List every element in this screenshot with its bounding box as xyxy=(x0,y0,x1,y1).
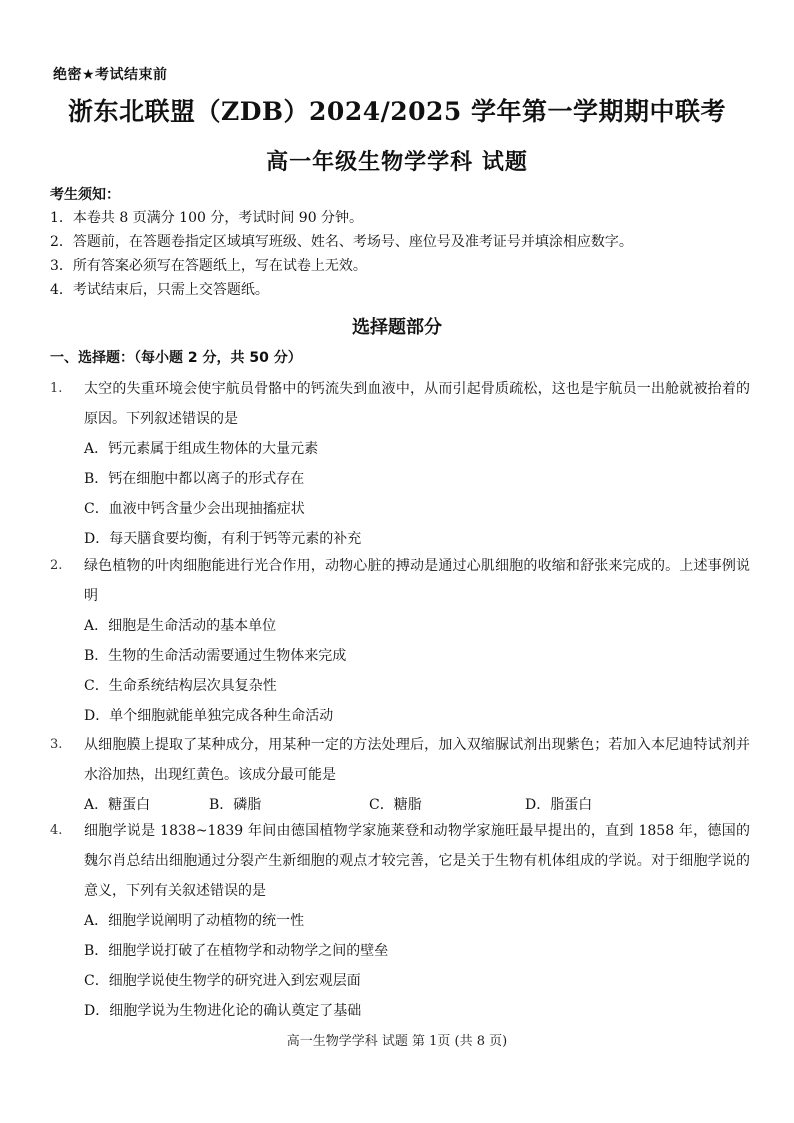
option-b: B．磷脂 xyxy=(209,797,262,813)
option-c: C．细胞学说使生物学的研究进入到宏观层面 xyxy=(84,973,361,989)
option-c: C．糖脂 xyxy=(369,797,422,813)
question-1 xyxy=(50,374,750,554)
option-d: D．每天膳食要均衡，有利于钙等元素的补充 xyxy=(84,531,362,547)
exam-subtitle: 高一年级生物学学科 试题 xyxy=(266,149,528,175)
question-stem: 细胞学说是 1838~1839 年间由德国植物学家施莱登和动物学家施旺最早提出的，直到 1858 年，德国的魏尔肖总结出细胞通过分裂产生新细胞的观点才较完善，它是关于生物有机体组成的学说。对于细胞学说的意义，下列有关叙述错误的是 xyxy=(84,823,750,899)
option-c: C．血液中钙含量少会出现抽搐症状 xyxy=(84,501,305,517)
option-b: B．钙在细胞中都以离子的形式存在 xyxy=(84,471,305,487)
section-title: 选择题部分 xyxy=(352,317,442,338)
question-4 xyxy=(50,816,750,1026)
option-b: B．生物的生命活动需要通过生物体来完成 xyxy=(84,648,347,664)
option-a: A．细胞是生命活动的基本单位 xyxy=(84,618,277,634)
question-number: 3. xyxy=(50,737,63,752)
question-stem: 绿色植物的叶肉细胞能进行光合作用，动物心脏的搏动是通过心肌细胞的收缩和舒张来完成的。上述事例说明 xyxy=(84,558,750,604)
option-a: A．钙元素属于组成生物体的大量元素 xyxy=(84,441,319,457)
option-a: A．糖蛋白 xyxy=(84,797,151,813)
question-2 xyxy=(50,551,750,731)
notice-item: 4．考试结束后，只需上交答题纸。 xyxy=(50,282,269,298)
notice-item: 3．所有答案必须写在答题纸上，写在试卷上无效。 xyxy=(50,258,367,274)
question-number: 2. xyxy=(50,558,63,573)
page-footer: 高一生物学学科 试题 第 1页 (共 8 页) xyxy=(286,1034,508,1049)
question-3 xyxy=(50,730,750,820)
option-c: C．生命系统结构层次具复杂性 xyxy=(84,678,277,694)
question-stem: 从细胞膜上提取了某种成分，用某种一定的方法处理后，加入双缩脲试剂出现紫色；若加入本尼迪特试剂并水浴加热，出现红黄色。该成分最可能是 xyxy=(84,737,750,783)
exam-title: 浙东北联盟（ZDB）2024/2025 学年第一学期期中联考 xyxy=(67,97,727,126)
option-a: A．细胞学说阐明了动植物的统一性 xyxy=(84,913,305,929)
option-d: D．细胞学说为生物进化论的确认奠定了基础 xyxy=(84,1003,362,1019)
part-heading: 一、选择题：（每小题 2 分，共 50 分） xyxy=(50,350,302,366)
question-number: 1. xyxy=(50,381,63,396)
notice-item: 1．本卷共 8 页满分 100 分，考试时间 90 分钟。 xyxy=(50,210,364,226)
confidential-mark: 绝密★考试结束前 xyxy=(53,67,168,83)
notice-heading: 考生须知： xyxy=(50,187,120,203)
candidate-notice xyxy=(50,184,750,302)
question-stem: 太空的失重环境会使宇航员骨骼中的钙流失到血液中，从而引起骨质疏松，这也是宇航员一出舱就被抬着的原因。下列叙述错误的是 xyxy=(84,381,750,427)
question-number: 4. xyxy=(50,823,63,838)
notice-item: 2．答题前，在答题卷指定区域填写班级、姓名、考场号、座位号及准考证号并填涂相应数字。 xyxy=(50,234,633,250)
option-b: B．细胞学说打破了在植物学和动物学之间的壁垒 xyxy=(84,943,389,959)
option-d: D．脂蛋白 xyxy=(525,797,593,813)
option-d: D．单个细胞就能单独完成各种生命活动 xyxy=(84,708,334,724)
